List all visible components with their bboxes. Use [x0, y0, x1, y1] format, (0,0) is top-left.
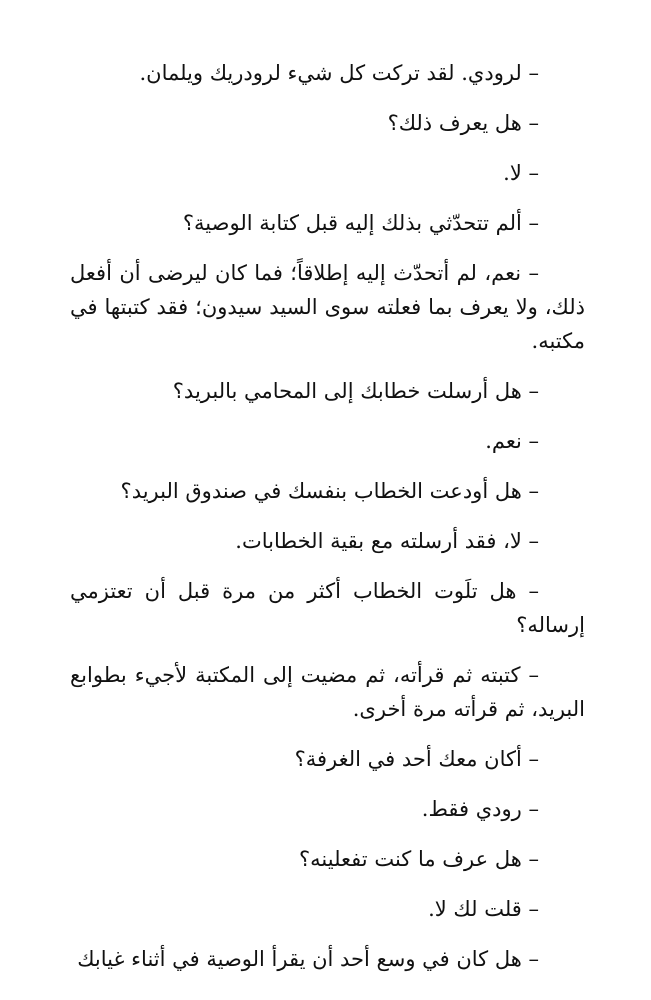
dialogue-paragraph-2: – هل يعرف ذلك؟	[387, 111, 539, 135]
dialogue-paragraph-4: – ألم تتحدّثي بذلك إليه قبل كتابة الوصية؟	[182, 211, 539, 235]
dialogue-paragraph-11: – كتبته ثم قرأته، ثم مضيت إلى المكتبة لأجيء بطوابع البريد، ثم قرأته مرة أخرى.	[70, 663, 585, 721]
dialogue-paragraph-1: – لرودي. لقد تركت كل شيء لرودريك ويلمان.	[139, 61, 539, 85]
dialogue-paragraph-13: – رودي فقط.	[421, 797, 539, 821]
dialogue-paragraph-15: – قلت لك لا.	[428, 897, 539, 921]
dialogue-paragraph-8: – هل أودعت الخطاب بنفسك في صندوق البريد؟	[120, 479, 539, 503]
dialogue-paragraph-3: – لا.	[503, 161, 539, 185]
document-page	[70, 56, 585, 992]
dialogue-paragraph-12: – أكان معك أحد في الغرفة؟	[294, 747, 539, 771]
dialogue-paragraph-9: – لا، فقد أرسلته مع بقية الخطابات.	[235, 529, 539, 553]
dialogue-paragraph-10: – هل تلَوت الخطاب أكثر من مرة قبل أن تعتزمي إرساله؟	[70, 579, 585, 637]
dialogue-paragraph-5: – نعم، لم أتحدّث إليه إطلاقاً؛ فما كان ليرضى أن أفعل ذلك، ولا يعرف بما فعلته سوى السيد سيدون؛ فقد كتبتها في مكتبه.	[70, 261, 585, 353]
dialogue-paragraph-7: – نعم.	[485, 429, 539, 453]
dialogue-paragraph-14: – هل عرف ما كنت تفعلينه؟	[299, 847, 539, 871]
dialogue-paragraph-6: – هل أرسلت خطابك إلى المحامي بالبريد؟	[172, 379, 539, 403]
dialogue-paragraph-16: – هل كان في وسع أحد أن يقرأ الوصية في أثناء غيابك	[77, 947, 539, 971]
